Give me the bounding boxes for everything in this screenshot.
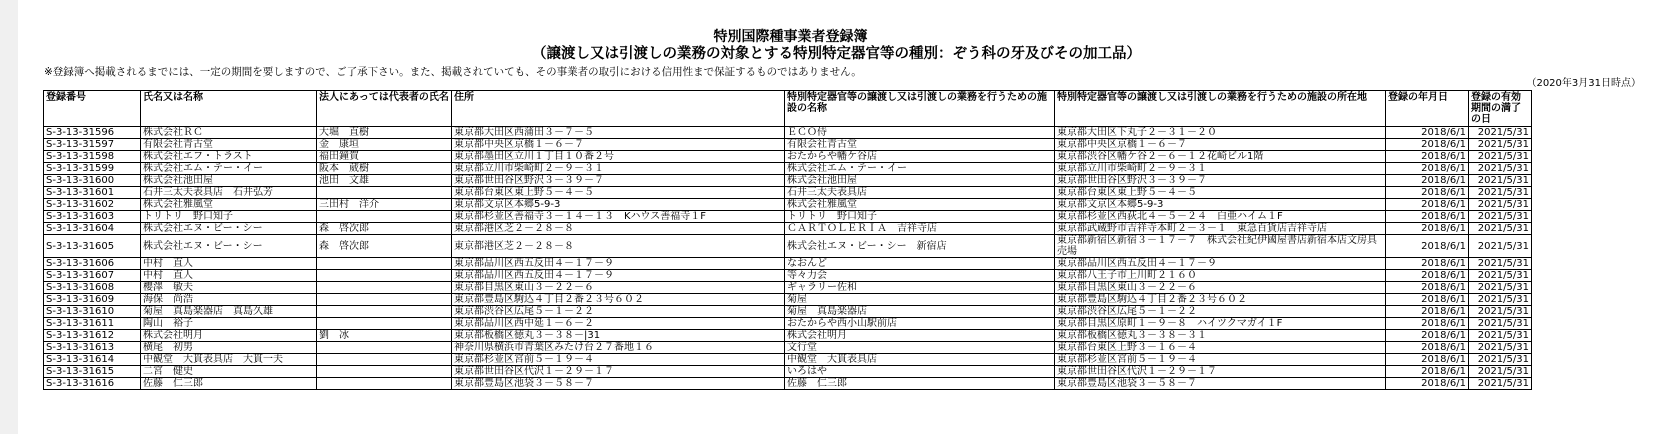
facility-name-cell: ＥＣＯ侍 <box>785 127 1055 139</box>
facility-location-cell: 東京都世田谷区代沢１－２９－１７ <box>1055 366 1386 378</box>
representative-cell <box>317 342 452 354</box>
reg-number-cell: S-3-13-31610 <box>44 306 141 318</box>
expiry-date-cell: 2021/5/31 <box>1469 270 1532 282</box>
address-cell: 東京都港区芝２－２８－８ <box>452 223 785 235</box>
name-cell: 株式会社池田屋 <box>141 175 317 187</box>
notice-text: ※登録簿へ掲載されるまでには、一定の期間を要しますので、ご了承下さい。また、掲載されていても、その事業者の取引における信用性まで保証するものではありません。 <box>44 66 862 78</box>
representative-cell <box>317 306 452 318</box>
name-cell: 陶山 裕子 <box>141 318 317 330</box>
registration-date-cell: 2018/6/1 <box>1386 175 1469 187</box>
reg-number-cell: S-3-13-31613 <box>44 342 141 354</box>
reg-number-cell: S-3-13-31596 <box>44 127 141 139</box>
registration-date-cell: 2018/6/1 <box>1386 211 1469 223</box>
representative-cell: 福田鐘賀 <box>317 151 452 163</box>
facility-name-cell: 佐藤 仁三郎 <box>785 378 1055 390</box>
registration-date-cell: 2018/6/1 <box>1386 342 1469 354</box>
registration-date-cell: 2018/6/1 <box>1386 306 1469 318</box>
expiry-date-cell: 2021/5/31 <box>1469 235 1532 258</box>
facility-name-cell: 株式会社雅風堂 <box>785 199 1055 211</box>
representative-cell <box>317 258 452 270</box>
column-header-name: 氏名又は名称 <box>141 91 317 127</box>
representative-cell <box>317 211 452 223</box>
name-cell: 株式会社エヌ・ビー・シー <box>141 223 317 235</box>
expiry-date-cell: 2021/5/31 <box>1469 378 1532 390</box>
name-cell: 二宮 健史 <box>141 366 317 378</box>
facility-location-cell: 東京都新宿区新宿３－１７－７ 株式会社紀伊國屋書店新宿本店文房具売場 <box>1055 235 1386 258</box>
expiry-date-cell: 2021/5/31 <box>1469 366 1532 378</box>
registration-date-cell: 2018/6/1 <box>1386 199 1469 211</box>
facility-name-cell: いろはや <box>785 366 1055 378</box>
expiry-date-cell: 2021/5/31 <box>1469 294 1532 306</box>
expiry-date-cell: 2021/5/31 <box>1469 139 1532 151</box>
registration-date-cell: 2018/6/1 <box>1386 163 1469 175</box>
name-cell: 櫻澤 敏夫 <box>141 282 317 294</box>
column-header-address: 住所 <box>452 91 785 127</box>
representative-cell: 大堀 直樹 <box>317 127 452 139</box>
name-cell: 横尾 初男 <box>141 342 317 354</box>
facility-location-cell: 東京都杉並区宮前５－１９－４ <box>1055 354 1386 366</box>
table-row <box>44 163 1532 175</box>
reg-number-cell: S-3-13-31597 <box>44 139 141 151</box>
table-row <box>44 378 1532 390</box>
table-row <box>44 270 1532 282</box>
address-cell: 東京都世田谷区代沢１－２９－１７ <box>452 366 785 378</box>
expiry-date-cell: 2021/5/31 <box>1469 330 1532 342</box>
table-row <box>44 282 1532 294</box>
expiry-date-cell: 2021/5/31 <box>1469 318 1532 330</box>
address-cell: 東京都中央区京橋１－６－７ <box>452 139 785 151</box>
registration-date-cell: 2018/6/1 <box>1386 318 1469 330</box>
table-row <box>44 318 1532 330</box>
reg-number-cell: S-3-13-31605 <box>44 235 141 258</box>
address-cell: 東京都品川区西五反田４－１７－９ <box>452 270 785 282</box>
address-cell: 東京都渋谷区広尾５－１－２２ <box>452 306 785 318</box>
registration-date-cell: 2018/6/1 <box>1386 282 1469 294</box>
representative-cell <box>317 294 452 306</box>
expiry-date-cell: 2021/5/31 <box>1469 282 1532 294</box>
registration-date-cell: 2018/6/1 <box>1386 354 1469 366</box>
facility-name-cell: 中観堂 大貫表具店 <box>785 354 1055 366</box>
facility-location-cell: 東京都目黒区原町１－９－８ ハイツクマガイ１F <box>1055 318 1386 330</box>
facility-location-cell: 東京都目黒区東山３－２２－６ <box>1055 282 1386 294</box>
name-cell: 株式会社雅風堂 <box>141 199 317 211</box>
name-cell: 株式会社エム・テー・イー <box>141 163 317 175</box>
reg-number-cell: S-3-13-31614 <box>44 354 141 366</box>
registration-date-cell: 2018/6/1 <box>1386 139 1469 151</box>
representative-cell: 池田 文雄 <box>317 175 452 187</box>
table-row <box>44 258 1532 270</box>
address-cell: 東京都豊島区駒込４丁目２番２３号６０２ <box>452 294 785 306</box>
address-cell: 神奈川県横浜市青葉区みたけ台２７番地１６ <box>452 342 785 354</box>
representative-cell: 森 啓次郎 <box>317 235 452 258</box>
expiry-date-cell: 2021/5/31 <box>1469 127 1532 139</box>
address-cell: 東京都大田区西蒲田３－７－５ <box>452 127 785 139</box>
facility-location-cell: 東京都八王子市上川町２１６０ <box>1055 270 1386 282</box>
table-row <box>44 354 1532 366</box>
reg-number-cell: S-3-13-31608 <box>44 282 141 294</box>
representative-cell <box>317 270 452 282</box>
facility-name-cell: 石井三太夫表具店 <box>785 187 1055 199</box>
registration-date-cell: 2018/6/1 <box>1386 378 1469 390</box>
table-row <box>44 294 1532 306</box>
name-cell: 株式会社エヌ・ビー・シー <box>141 235 317 258</box>
facility-location-cell: 東京都渋谷区広尾５－１－２２ <box>1055 306 1386 318</box>
facility-location-cell: 東京都杉並区西荻北４－５－２４ 白亜ハイム１F <box>1055 211 1386 223</box>
facility-location-cell: 東京都中央区京橋１－６－７ <box>1055 139 1386 151</box>
expiry-date-cell: 2021/5/31 <box>1469 306 1532 318</box>
representative-cell: 阪本 葳樹 <box>317 163 452 175</box>
representative-cell <box>317 378 452 390</box>
table-row <box>44 223 1532 235</box>
address-cell: 東京都杉並区善福寺３－１４－１３ Kハウス善福寺１F <box>452 211 785 223</box>
expiry-date-cell: 2021/5/31 <box>1469 223 1532 235</box>
facility-name-cell: ＣＡＲＴＯＬＥＲＩＡ 吉祥寺店 <box>785 223 1055 235</box>
register-title: 特別国際種事業者登録簿 <box>713 29 868 45</box>
facility-location-cell: 東京都大田区下丸子２－３１－２０ <box>1055 127 1386 139</box>
registry-table <box>43 90 1532 390</box>
reg-number-cell: S-3-13-31600 <box>44 175 141 187</box>
address-cell: 東京都板橋区徳丸３－３８－|31 <box>452 330 785 342</box>
name-cell: 菊屋 真島楽器店 真島久雄 <box>141 306 317 318</box>
representative-cell <box>317 366 452 378</box>
table-row <box>44 175 1532 187</box>
representative-cell <box>317 282 452 294</box>
facility-location-cell: 東京都台東区東上野５－４－５ <box>1055 187 1386 199</box>
reg-number-cell: S-3-13-31602 <box>44 199 141 211</box>
facility-location-cell: 東京都豊島区駒込４丁目２番２３号６０２ <box>1055 294 1386 306</box>
facility-location-cell: 東京都渋谷区幡ケ谷２－６－１２花崎ビル1階 <box>1055 151 1386 163</box>
column-header-facility-name: 特別特定器官等の譲渡し又は引渡しの業務を行うための施設の名称 <box>785 91 1055 127</box>
facility-name-cell: おたからや西小山駅前店 <box>785 318 1055 330</box>
name-cell: 株式会社ＲＣ <box>141 127 317 139</box>
table-row <box>44 199 1532 211</box>
name-cell: 海保 尚浩 <box>141 294 317 306</box>
registration-date-cell: 2018/6/1 <box>1386 151 1469 163</box>
expiry-date-cell: 2021/5/31 <box>1469 342 1532 354</box>
table-row <box>44 235 1532 258</box>
facility-location-cell: 東京都世田谷区野沢３－３９－７ <box>1055 175 1386 187</box>
representative-cell: 金 康垣 <box>317 139 452 151</box>
registration-date-cell: 2018/6/1 <box>1386 235 1469 258</box>
representative-cell <box>317 354 452 366</box>
name-cell: 株式会社エフ・トラスト <box>141 151 317 163</box>
column-header-representative: 法人にあっては代表者の氏名 <box>317 91 452 127</box>
column-header-expiry-date: 登録の有効期間の満了の日 <box>1469 91 1532 127</box>
facility-location-cell: 東京都武蔵野市吉祥寺本町２－３－１ 東急百貨店吉祥寺店 <box>1055 223 1386 235</box>
column-header-facility-location: 特別特定器官等の譲渡し又は引渡しの業務を行うための施設の所在地 <box>1055 91 1386 127</box>
header-row <box>44 91 1532 127</box>
facility-location-cell: 東京都立川市柴崎町２－９－３１ <box>1055 163 1386 175</box>
expiry-date-cell: 2021/5/31 <box>1469 175 1532 187</box>
reg-number-cell: S-3-13-31612 <box>44 330 141 342</box>
representative-cell: 劉 冰 <box>317 330 452 342</box>
registration-date-cell: 2018/6/1 <box>1386 187 1469 199</box>
registration-date-cell: 2018/6/1 <box>1386 294 1469 306</box>
column-header-registration-number: 登録番号 <box>44 91 141 127</box>
expiry-date-cell: 2021/5/31 <box>1469 187 1532 199</box>
facility-name-cell: 菊屋 真島楽器店 <box>785 306 1055 318</box>
table-row <box>44 330 1532 342</box>
facility-name-cell: トリトリ 野口知子 <box>785 211 1055 223</box>
column-header-registration-date: 登録の年月日 <box>1386 91 1469 127</box>
address-cell: 東京都立川市柴崎町２－９－３１ <box>452 163 785 175</box>
reg-number-cell: S-3-13-31599 <box>44 163 141 175</box>
table-row <box>44 127 1532 139</box>
reg-number-cell: S-3-13-31611 <box>44 318 141 330</box>
facility-location-cell: 東京都豊島区池袋３－５８－７ <box>1055 378 1386 390</box>
expiry-date-cell: 2021/5/31 <box>1469 199 1532 211</box>
facility-name-cell: 等々力会 <box>785 270 1055 282</box>
name-cell: 中観堂 大貫表具店 大貫一夫 <box>141 354 317 366</box>
facility-name-cell: 株式会社エム・テー・イー <box>785 163 1055 175</box>
facility-location-cell: 東京都品川区西五反田４－１７－９ <box>1055 258 1386 270</box>
table-row <box>44 139 1532 151</box>
name-cell: トリトリ 野口知子 <box>141 211 317 223</box>
table-row <box>44 366 1532 378</box>
registration-date-cell: 2018/6/1 <box>1386 127 1469 139</box>
registration-date-cell: 2018/6/1 <box>1386 330 1469 342</box>
table-row <box>44 151 1532 163</box>
expiry-date-cell: 2021/5/31 <box>1469 163 1532 175</box>
address-cell: 東京都文京区本郷5-9-3 <box>452 199 785 211</box>
name-cell: 株式会社明月 <box>141 330 317 342</box>
table-row <box>44 306 1532 318</box>
representative-cell: 三田村 洋介 <box>317 199 452 211</box>
name-cell: 石井三太夫表具店 石井弘芳 <box>141 187 317 199</box>
table-row <box>44 211 1532 223</box>
reg-number-cell: S-3-13-31615 <box>44 366 141 378</box>
facility-name-cell: 文行堂 <box>785 342 1055 354</box>
address-cell: 東京都品川区西中延１－６－２ <box>452 318 785 330</box>
expiry-date-cell: 2021/5/31 <box>1469 354 1532 366</box>
facility-location-cell: 東京都文京区本郷5-9-3 <box>1055 199 1386 211</box>
facility-name-cell: 株式会社エヌ・ビー・シー 新宿店 <box>785 235 1055 258</box>
expiry-date-cell: 2021/5/31 <box>1469 258 1532 270</box>
table-row <box>44 187 1532 199</box>
facility-name-cell: なおんど <box>785 258 1055 270</box>
address-cell: 東京都目黒区東山３－２２－６ <box>452 282 785 294</box>
table-row <box>44 342 1532 354</box>
name-cell: 佐藤 仁三郎 <box>141 378 317 390</box>
representative-cell <box>317 187 452 199</box>
facility-name-cell: 有限会社青古堂 <box>785 139 1055 151</box>
reg-number-cell: S-3-13-31604 <box>44 223 141 235</box>
registration-date-cell: 2018/6/1 <box>1386 258 1469 270</box>
name-cell: 有限会社青古堂 <box>141 139 317 151</box>
expiry-date-cell: 2021/5/31 <box>1469 151 1532 163</box>
representative-cell: 森 啓次郎 <box>317 223 452 235</box>
address-cell: 東京都杉並区宮前５－１９－４ <box>452 354 785 366</box>
reg-number-cell: S-3-13-31601 <box>44 187 141 199</box>
address-cell: 東京都世田谷区野沢３－３９－７ <box>452 175 785 187</box>
registration-date-cell: 2018/6/1 <box>1386 270 1469 282</box>
address-cell: 東京都墨田区立川１丁目１０番２号 <box>452 151 785 163</box>
name-cell: 中村 直人 <box>141 258 317 270</box>
address-cell: 東京都台東区東上野５－４－５ <box>452 187 785 199</box>
facility-name-cell: ギャラリー佐和 <box>785 282 1055 294</box>
reg-number-cell: S-3-13-31598 <box>44 151 141 163</box>
address-cell: 東京都品川区西五反田４－１７－９ <box>452 258 785 270</box>
facility-name-cell: おたからや幡ケ谷店 <box>785 151 1055 163</box>
registration-date-cell: 2018/6/1 <box>1386 223 1469 235</box>
facility-location-cell: 東京都板橋区徳丸３－３８－３１ <box>1055 330 1386 342</box>
register-subtitle: （譲渡し又は引渡しの業務の対象とする特別特定器官等の種別：ぞう科の牙及びその加工品） <box>532 46 1141 62</box>
reg-number-cell: S-3-13-31609 <box>44 294 141 306</box>
reg-number-cell: S-3-13-31607 <box>44 270 141 282</box>
facility-name-cell: 株式会社明月 <box>785 330 1055 342</box>
facility-name-cell: 菊屋 <box>785 294 1055 306</box>
address-cell: 東京都港区芝２－２８－８ <box>452 235 785 258</box>
reg-number-cell: S-3-13-31616 <box>44 378 141 390</box>
facility-location-cell: 東京都台東区上野３－１６－４ <box>1055 342 1386 354</box>
name-cell: 中村 直人 <box>141 270 317 282</box>
facility-name-cell: 株式会社池田屋 <box>785 175 1055 187</box>
reg-number-cell: S-3-13-31603 <box>44 211 141 223</box>
registration-date-cell: 2018/6/1 <box>1386 366 1469 378</box>
as-of-date: （2020年3月31日時点） <box>1526 78 1641 89</box>
representative-cell <box>317 318 452 330</box>
address-cell: 東京都豊島区池袋３－５８－７ <box>452 378 785 390</box>
expiry-date-cell: 2021/5/31 <box>1469 211 1532 223</box>
spreadsheet-page <box>18 0 1655 434</box>
reg-number-cell: S-3-13-31606 <box>44 258 141 270</box>
